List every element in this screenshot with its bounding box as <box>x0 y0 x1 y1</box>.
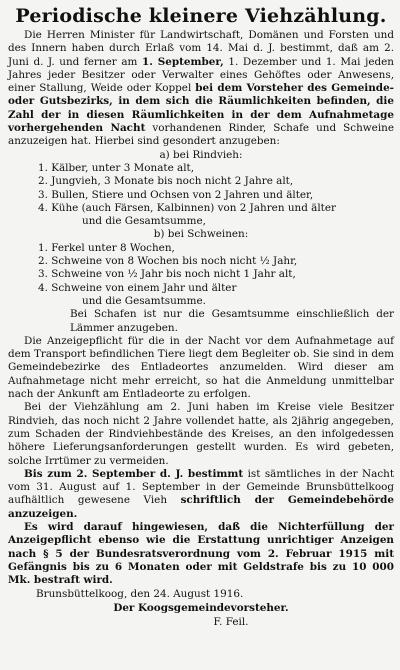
section-a-list <box>8 162 394 215</box>
list-item: 3. Schweine von ½ Jahr bis noch nicht 1 Jahr alt, <box>38 268 296 281</box>
september-bold-end: schriftlich der Gemeindebehörde anzuzeigen. <box>8 494 394 520</box>
warning-paragraph: Es wird darauf hingewiesen, daß die Nichterfüllung der Anzeigepflicht ebenso wie die Erstattung unrichtiger Anzeigen nach § 5 der Bundesratsverordnung vom 2. Februar 1915 mit Gefängnis bis zu 6 Monaten oder mit Geldstrafe bis zu 10 000 Mk. bestraft wird. <box>8 520 394 587</box>
september-bold-start: Bis zum 2. September d. J. bestimmt <box>24 467 244 480</box>
intro-paragraph <box>8 29 394 149</box>
section-a-continuation: und die Gesamtsumme, <box>82 215 206 228</box>
count-paragraph: Bei der Viehzählung am 2. Juni haben im Kreise viele Besitzer Rindvieh, das noch nicht 2 Jahre vollendet hatte, als 2jährig angegeben, zum Schaden der Rindviehbestände des Kreises, an den infolgedessen höhere Lieferungsanforderungen gestellt wurden. Es wird gebeten, solche Irrtümer zu vermeiden. <box>8 401 394 467</box>
section-b-list <box>8 242 394 295</box>
section-b-continuation: und die Gesamtsumme. <box>82 294 206 307</box>
date-line: Brunsbüttelkoog, den 24. August 1916. <box>36 588 244 601</box>
intro-text-2: 1. Dezember und 1. Mai jeden Jahres jeder Besitzer oder Verwalter eines Gehöftes oder Anwesens, einer Stallung, Weide oder Koppel <box>8 55 394 95</box>
september-text: ist sämtliches in der Nacht vom 31. August auf 1. September in der Gemeinde Brunsbüttelkoog aufhältlich gewesene Vieh <box>8 467 395 507</box>
list-item: 2. Schweine von 8 Wochen bis noch nicht ½ Jahr, <box>38 255 298 268</box>
list-item: 4. Kühe (auch Färsen, Kalbinnen) von 2 Jahren und älter <box>38 201 336 214</box>
notice-title: Periodische kleinere Viehzählung. <box>15 5 387 27</box>
intro-date-bold: 1. September, <box>141 55 224 68</box>
signer-name: F. Feil. <box>213 616 249 629</box>
sheep-note: Bei Schafen ist nur die Gesamtsumme einschließlich der Lämmer anzugeben. <box>70 308 394 334</box>
section-a-heading: a) bei Rindvieh: <box>159 148 243 161</box>
list-item: 1. Kälber, unter 3 Monate alt, <box>38 161 195 174</box>
list-item: 1. Ferkel unter 8 Wochen, <box>38 241 175 254</box>
duty-paragraph: Die Anzeigepflicht für die in der Nacht vor dem Aufnahmetage auf dem Transport befindlichen Tiere liegt dem Begleiter ob. Sie sind in dem Gemeindebezirke des Entladeortes anzumelden. Wird dieser am Aufnahmetage nicht mehr erreicht, so hat die Anmeldung unmittelbar nach der Ankunft am Entladeorte zu erfolgen. <box>8 334 395 401</box>
intro-bold-clause: bei dem Vorsteher des Gemeinde- oder Gutsbezirks, in dem sich die Räumlichkeiten befinden, die Zahl der in diesen Räumlichkeiten in der dem Aufnahmetage vorhergehenden Nacht <box>8 82 394 135</box>
list-item: 4. Schweine von einem Jahr und älter <box>38 281 237 294</box>
section-b-heading: b) bei Schweinen: <box>153 228 249 241</box>
intro-text-1: Die Herren Minister für Landwirtschaft, Domänen und Forsten und des Innern haben durch Erlaß vom 14. Mai d. J. bestimmt, daß am 2. Juni d. J. und ferner am <box>8 29 394 68</box>
list-item: 3. Bullen, Stiere und Ochsen von 2 Jahren und älter, <box>38 188 314 201</box>
september-paragraph <box>8 468 394 521</box>
intro-text-3: vorhandenen Rinder, Schafe und Schweine anzuzeigen hat. Hierbei sind gesondert anzugeben: <box>8 122 394 148</box>
signer-title: Der Koogsgemeindevorsteher. <box>113 602 289 615</box>
list-item: 2. Jungvieh, 3 Monate bis noch nicht 2 Jahre alt, <box>38 175 294 188</box>
